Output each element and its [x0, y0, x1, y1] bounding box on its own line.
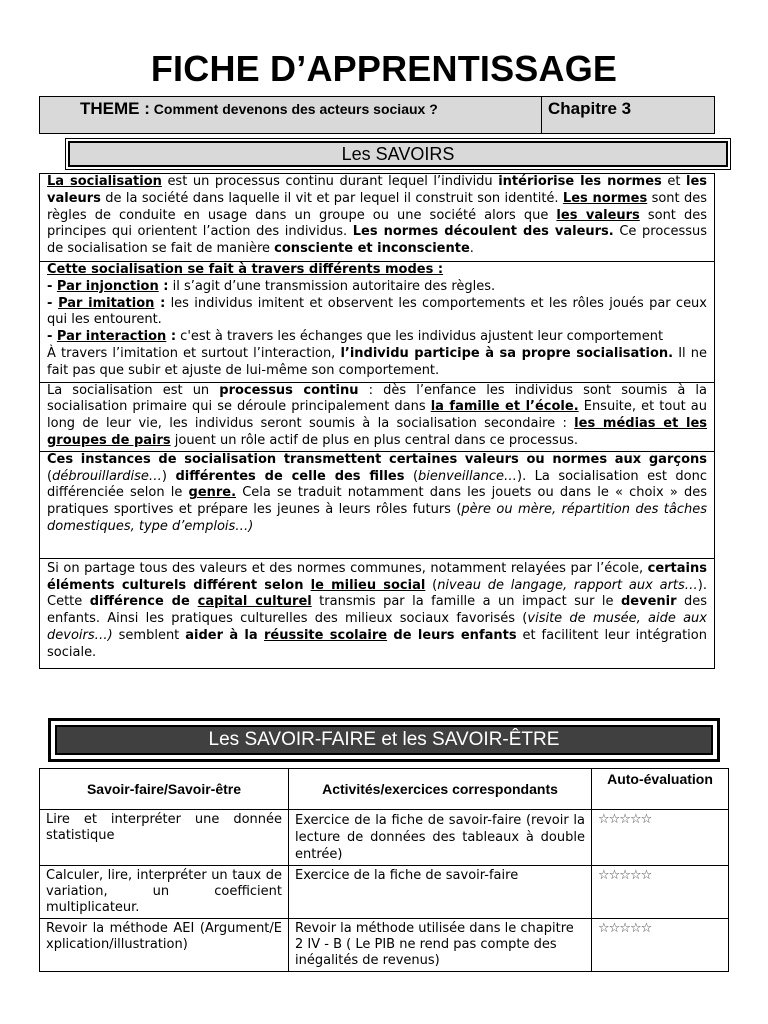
section-title-savoirs: Les SAVOIRS — [68, 141, 728, 167]
skill-cell: Calculer, lire, interpréter un taux de variation, un coefficient multiplicateur. — [40, 866, 289, 919]
star-rating[interactable]: ☆☆☆☆☆ — [592, 810, 729, 866]
star-rating[interactable]: ☆☆☆☆☆ — [592, 919, 729, 972]
mode-injonction: - Par injonction : il s’agit d’une transmission autoritaire des règles. — [47, 278, 496, 294]
page-title: FICHE D’APPRENTISSAGE — [150, 48, 618, 89]
theme-label: THEME : — [80, 99, 150, 118]
paragraph-socialisation-continue: La socialisation est un processus continu : dès l’enfance les individus sont soumis à la socialisation primaire qui se déroule principalement dans la famille et l’école. Ensuite, et tout au long de leur vie, les individus seront soumis à la socialisation secondaire : les médias et les groupes de pairs jouent un rôle actif de plus en plus central dans ce processus. — [40, 383, 714, 452]
theme-header — [39, 96, 715, 134]
column-header-activity: Activités/exercices correspondants — [289, 769, 592, 810]
mode-interaction: - Par interaction : c'est à travers les échanges que les individus ajustent leur comportement — [47, 329, 664, 345]
savoirs-content — [39, 173, 715, 669]
paragraph-socialisation-modes — [40, 262, 714, 383]
savoir-faire-title: Les SAVOIR-FAIRE et les SAVOIR-ÊTRE — [55, 725, 713, 755]
section-title-savoir-faire — [48, 718, 720, 762]
modes-conclusion: À travers l’imitation et surtout l’interaction, l’individu participe à sa propre socialisation. Il ne fait pas que subir et ajuste de lui-même son comportement. — [47, 345, 707, 378]
skill-cell: Lire et interpréter une donnée statistique — [40, 810, 289, 866]
paragraph-milieu-social: Si on partage tous des valeurs et des normes communes, notamment relayées par l’école, certains éléments culturels différent selon le milieu social (niveau de langage, rapport aux arts…). Cette différence de capital culturel transmis par la famille a un impact sur le devenir des enfants. Ainsi les pratiques culturelles des milieux sociaux favorisés (visite de musée, aide aux devoirs…) semblent aider à la réussite scolaire de leurs enfants et facilitent leur intégration sociale. — [47, 560, 707, 660]
chapter-label: Chapitre 3 — [548, 99, 632, 118]
activity-cell: Exercice de la fiche de savoir-faire (revoir la lecture de données des tableaux à double entrée) — [289, 810, 592, 866]
paragraph-socialisation-definition: La socialisation est un processus continu durant lequel l’individu intériorise les normes et les valeurs de la société dans laquelle il vit et par lequel il construit son identité. Les normes sont des règles de conduite en usage dans un groupe ou une société alors que les valeurs sont des principes qui orientent l’action des individus. Les normes découlent des valeurs. Ce processus de socialisation se fait de manière consciente et inconsciente. — [40, 174, 714, 262]
column-header-skill: Savoir-faire/Savoir-être — [40, 769, 289, 810]
table-header-row — [40, 769, 729, 810]
skills-table — [39, 768, 729, 972]
column-header-self-eval: Auto-évaluation — [592, 769, 729, 810]
modes-heading: Cette socialisation se fait à travers différents modes : — [47, 261, 444, 277]
activity-cell: Exercice de la fiche de savoir-faire — [289, 866, 592, 919]
theme-text: Comment devenons des acteurs sociaux ? — [153, 101, 438, 117]
table-row — [40, 810, 729, 866]
table-row — [40, 919, 729, 972]
activity-cell: Revoir la méthode utilisée dans le chapitre 2 IV - B ( Le PIB ne rend pas compte des inégalités de revenus) — [289, 919, 592, 972]
star-rating[interactable]: ☆☆☆☆☆ — [592, 866, 729, 919]
theme-cell — [40, 97, 542, 133]
mode-imitation: - Par imitation : les individus imitent et observent les comportements et les rôles joués par ceux qui les entourent. — [47, 295, 707, 328]
skill-cell: Revoir la méthode AEI (Argument/Explication/illustration) — [40, 919, 289, 972]
paragraph-socialisation-genre: Ces instances de socialisation transmettent certaines valeurs ou normes aux garçons (débrouillardise…) différentes de celle des filles (bienveillance…). La socialisation est donc différenciée selon le genre. Cela se traduit notamment dans les jouets ou dans le « choix » des pratiques sportives et prépare les jeunes à leurs rôles futurs (père ou mère, répartition des tâches domestiques, type d’emplois…) — [40, 452, 714, 559]
table-row — [40, 866, 729, 919]
